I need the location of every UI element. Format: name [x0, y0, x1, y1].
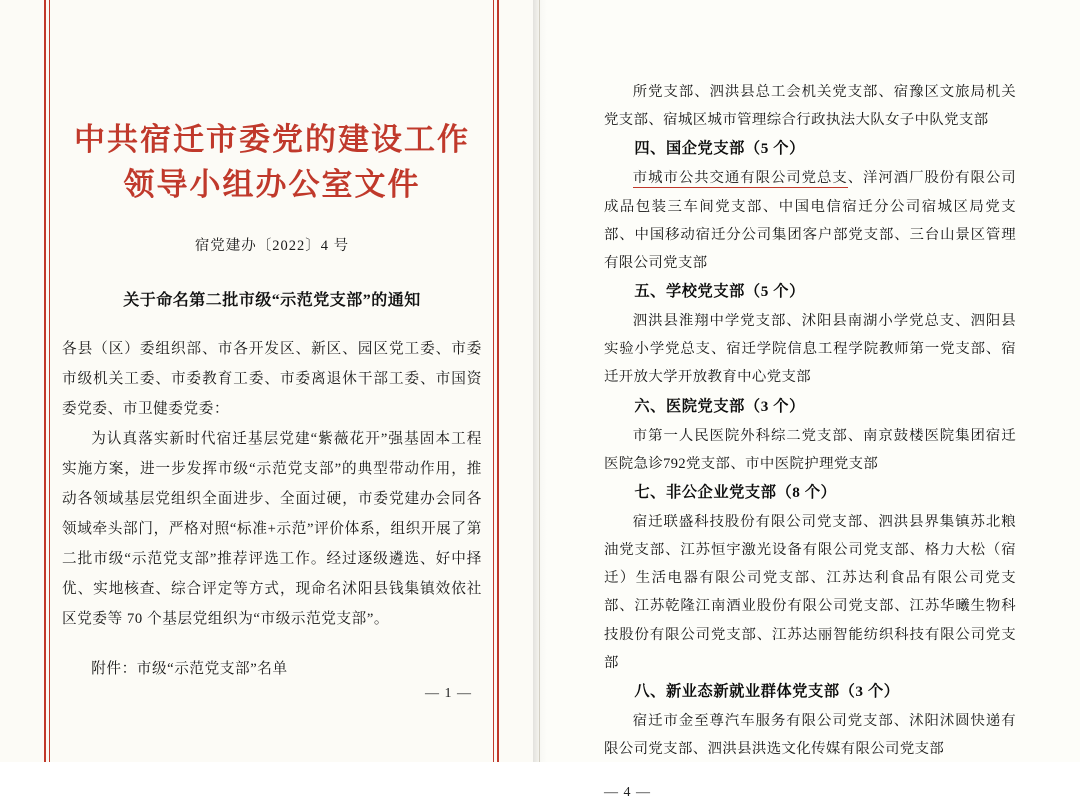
left-page-number: — 1 —: [425, 686, 472, 701]
attachment-line: 附件：市级“示范党支部”名单: [91, 660, 288, 677]
left-page-content: [62, 8, 482, 750]
section-body-7: 宿迁联盛科技股份有限公司党支部、泗洪县界集镇苏北粮油党支部、江苏恒宇激光设备有限公司党支部、格力大松（宿迁）生活电器有限公司党支部、江苏达利食品有限公司党支部、江苏乾隆江南酒业股份有限公司党支部、江苏华曦生物科技股份有限公司党支部、江苏达丽智能纺织科技有限公司党支部: [604, 513, 1016, 671]
document-page-right: [540, 0, 1080, 801]
section-body-4: [604, 164, 1016, 277]
section-body-8: 宿迁市金至尊汽车服务有限公司党支部、沭阳沭圆快递有限公司党支部、泗洪县洪选文化传媒有限公司党支部: [604, 712, 1016, 758]
body-paragraph-1: 各县（区）委组织部、市各开发区、新区、园区党工委、市委市级机关工委、市委教育工委、市委离退休干部工委、市国资委党委、市卫健委党委：: [62, 340, 482, 417]
document-title-line1: 中共宿迁市委党的建设工作: [74, 122, 470, 157]
right-page-number: — 4 —: [604, 785, 651, 801]
letterhead-right-rule-thin: [493, 0, 494, 762]
letterhead-left-rule: [44, 0, 46, 762]
document-title-line2: 领导小组办公室文件: [123, 166, 421, 202]
document-subject: 关于命名第二批市级“示范党支部”的通知: [123, 291, 421, 309]
section-heading-8: 八、新业态新就业群体党支部（3 个）: [634, 683, 900, 701]
right-page-content: [604, 78, 1016, 807]
document-title: [62, 8, 482, 208]
right-page-text: [604, 78, 1016, 807]
highlighted-entry: 市城市公共交通有限公司党总支: [632, 170, 848, 187]
section-heading-5: 五、学校党支部（5 个）: [634, 283, 805, 301]
document-page-left: [0, 0, 540, 762]
continuation-paragraph: 所党支部、泗洪县总工会机关党支部、宿豫区文旅局机关党支部、宿城区城市管理综合行政执法大队女子中队党支部: [604, 84, 1016, 129]
section-body-5: 泗洪县淮翔中学党支部、沭阳县南湖小学党总支、泗阳县实验小学党总支、宿迁学院信息工程学院教师第一党支部、宿迁开放大学开放教育中心党支部: [604, 313, 1016, 386]
letterhead-left-rule-thin: [49, 0, 50, 762]
section-body-4-rest: 、洋河酒厂股份有限公司成品包装三车间党支部、中国电信宿迁分公司宿城区局党支部、中国移动宿迁分公司集团客户部党支部、三台山景区管理有限公司党支部: [604, 170, 1016, 271]
document-number: 宿党建办〔2022〕4 号: [194, 237, 350, 254]
section-heading-6: 六、医院党支部（3 个）: [634, 397, 805, 415]
document-body: [62, 334, 482, 635]
section-heading-4: 四、国企党支部（5 个）: [634, 140, 805, 158]
section-body-6: 市第一人民医院外科综二党支部、南京鼓楼医院集团宿迁医院急诊792党支部、市中医院护理党支部: [604, 427, 1016, 472]
letterhead-right-rule: [497, 0, 499, 762]
section-heading-7: 七、非公企业党支部（8 个）: [634, 483, 837, 501]
body-paragraph-2: 为认真落实新时代宿迁基层党建“紫薇花开”强基固本工程实施方案，进一步发挥市级“示范党支部”的典型带动作用，推动各领域基层党组织全面进步、全面过硬，市委党建办会同各领域牵头部门，严格对照“标准+示范”评价体系，组织开展了第二批市级“示范党支部”推荐评选工作。经过逐级遴选、好中择优、实地核查、综合评定等方式，现命名沭阳县钱集镇效依社区党委等 70 个基层党组织为“市级示范党支部”。: [62, 431, 482, 628]
